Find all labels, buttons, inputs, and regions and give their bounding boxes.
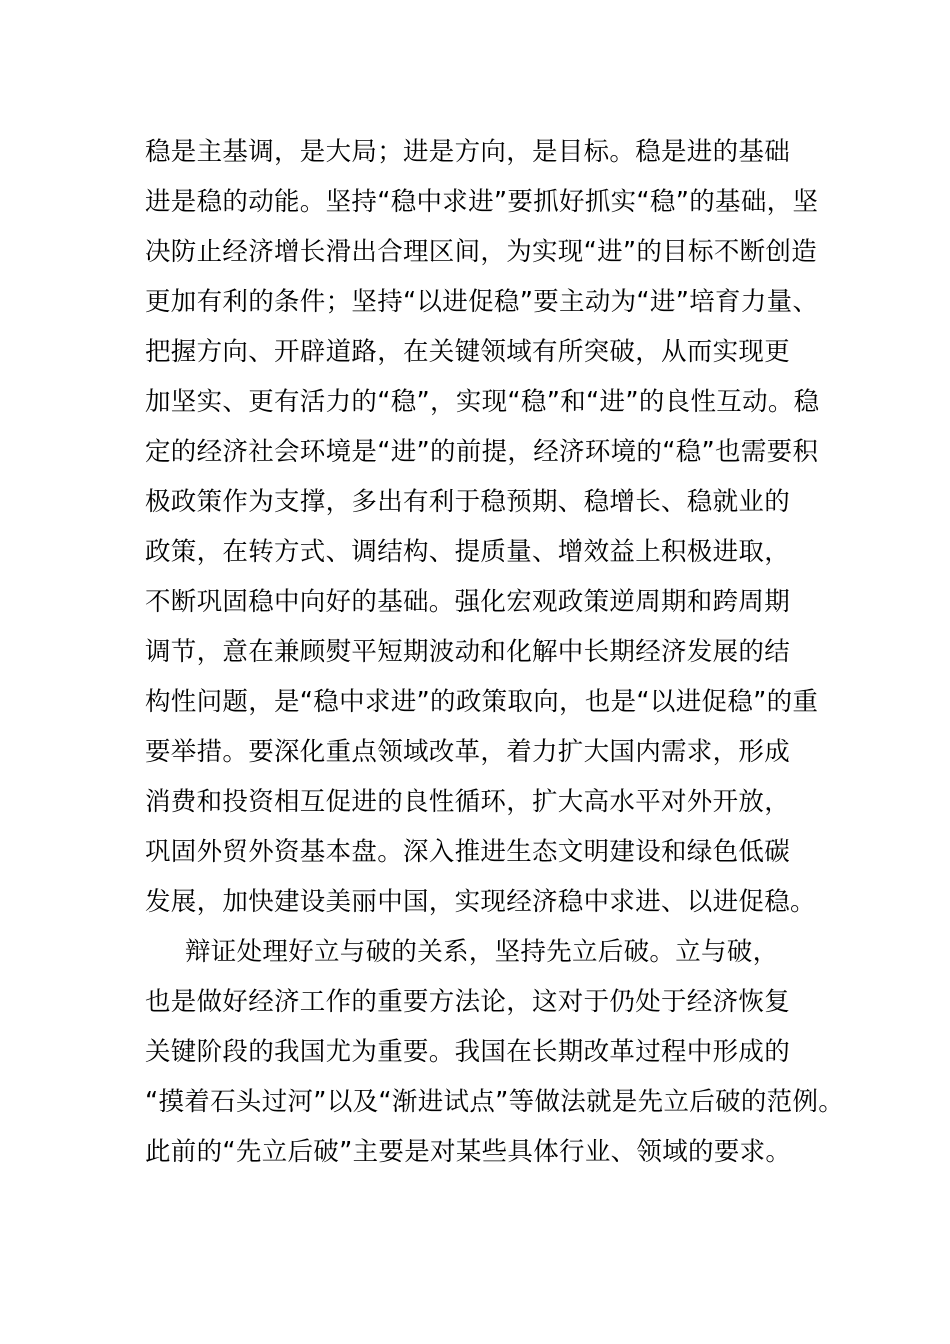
text-line: 巩固外贸外资基本盘。深入推进生态文明建设和绿色低碳	[145, 837, 791, 867]
text-line: 关键阶段的我国尤为重要。我国在长期改革过程中形成的	[145, 1037, 791, 1067]
text-line: 构性问题，是“稳中求进”的政策取向，也是“以进促稳”的重	[145, 687, 819, 717]
text-line: 更加有利的条件；坚持“以进促稳”要主动为“进”培育力量、	[145, 287, 819, 317]
text-line: 发展，加快建设美丽中国，实现经济稳中求进、以进促稳。	[145, 887, 816, 917]
text-line: 辩证处理好立与破的关系，坚持先立后破。立与破，	[185, 937, 779, 967]
text-line: 不断巩固稳中向好的基础。强化宏观政策逆周期和跨周期	[145, 587, 791, 617]
text-line: 定的经济社会环境是“进”的前提，经济环境的“稳”也需要积	[145, 437, 819, 467]
paragraph-2	[145, 927, 845, 1177]
text-line: 决防止经济增长滑出合理区间，为实现“进”的目标不断创造	[145, 237, 818, 267]
text-line: “摸着石头过河”以及“渐进试点”等做法就是先立后破的范例。	[145, 1087, 845, 1117]
text-line: 消费和投资相互促进的良性循环，扩大高水平对外开放，	[145, 787, 791, 817]
text-line: 把握方向、开辟道路，在关键领域有所突破，从而实现更	[145, 337, 791, 367]
text-line: 稳是主基调，是大局；进是方向，是目标。稳是进的基础	[145, 137, 791, 167]
text-line: 此前的“先立后破”主要是对某些具体行业、领域的要求。	[145, 1137, 792, 1167]
text-line: 加坚实、更有活力的“稳”，实现“稳”和“进”的良性互动。稳	[145, 387, 820, 417]
document-page	[145, 127, 845, 1177]
text-line: 也是做好经济工作的重要方法论，这对于仍处于经济恢复	[145, 987, 791, 1017]
paragraph-1	[145, 127, 825, 927]
text-line: 进是稳的动能。坚持“稳中求进”要抓好抓实“稳”的基础，坚	[145, 187, 819, 217]
text-line: 要举措。要深化重点领域改革，着力扩大国内需求，形成	[145, 737, 791, 767]
text-line: 极政策作为支撑，多出有利于稳预期、稳增长、稳就业的	[145, 487, 791, 517]
text-line: 调节，意在兼顾熨平短期波动和化解中长期经济发展的结	[145, 637, 791, 667]
text-line: 政策，在转方式、调结构、提质量、增效益上积极进取，	[145, 537, 791, 567]
